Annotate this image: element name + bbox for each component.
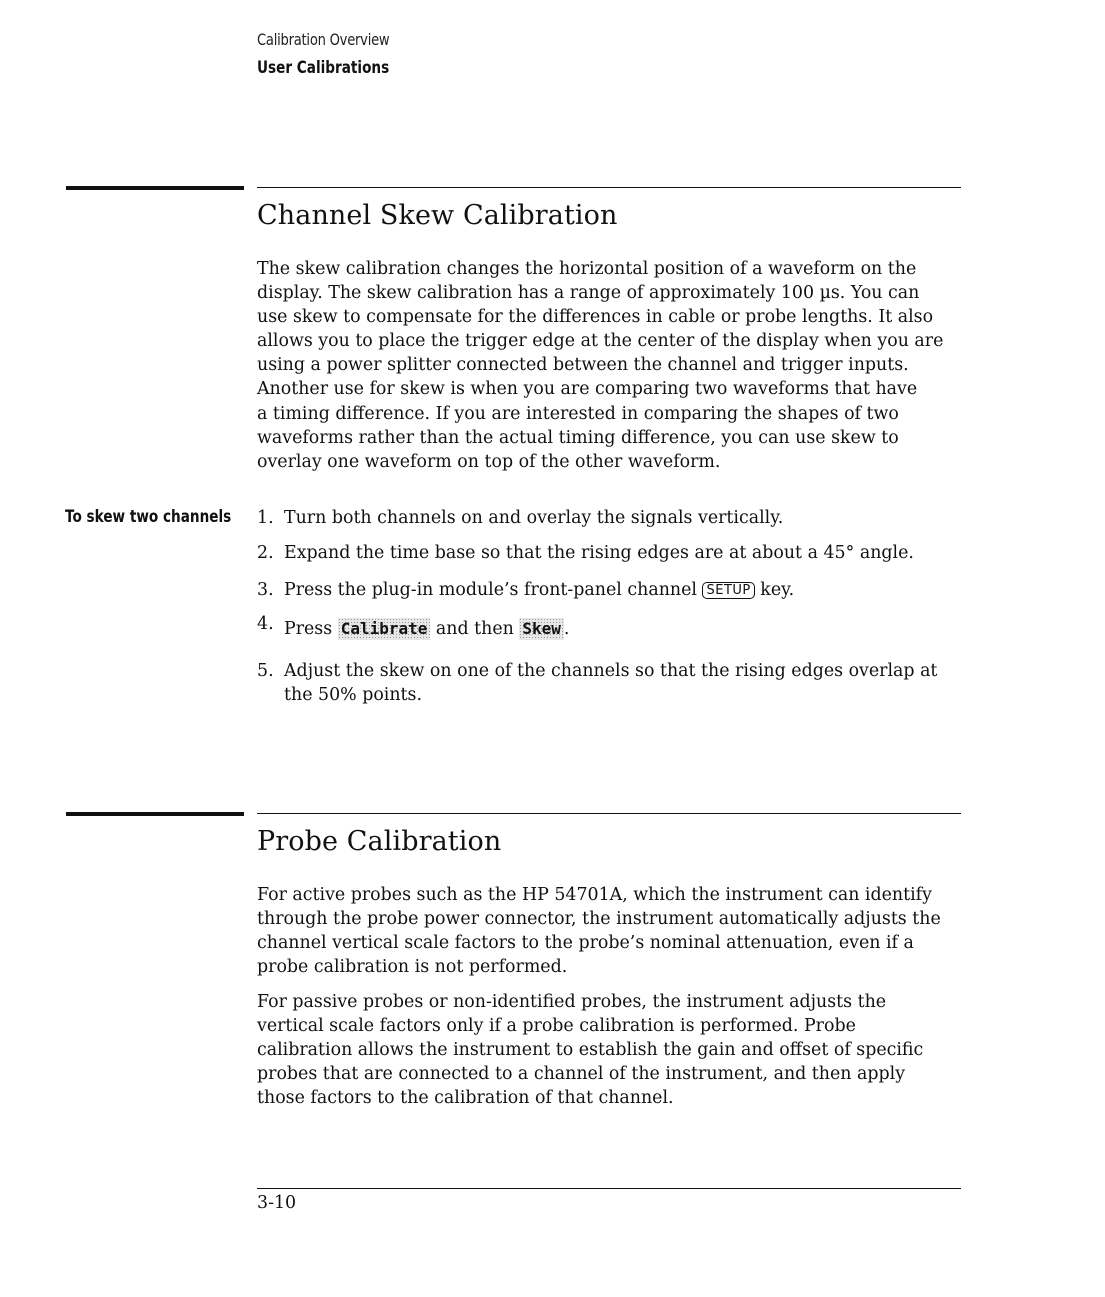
step-text-post: . — [563, 619, 570, 639]
step-number: 5. — [257, 661, 274, 681]
text-line: display. The skew calibration has a range of approximately 100 µs. You can — [257, 283, 920, 304]
section-rule-thick — [66, 812, 244, 816]
text-line: channel vertical scale factors to the probe’s nominal attenuation, even if a — [257, 933, 914, 954]
running-header-subsection: User Calibrations — [257, 58, 390, 78]
step-text: Expand the time base so that the rising edges are at about a 45° angle. — [284, 543, 914, 563]
text-line: Adjust the skew on one of the channels so that the rising edges overlap at — [284, 661, 938, 681]
text-line: The skew calibration changes the horizontal position of a waveform on the — [257, 259, 917, 279]
text-line: through the probe power connector, the instrument automatically adjusts the — [257, 909, 941, 930]
step-text — [284, 578, 974, 602]
section-rule-thin — [257, 187, 961, 188]
procedure-label: To skew two channels — [65, 507, 232, 527]
text-line: For passive probes or non-identified probes, the instrument adjusts the — [257, 992, 887, 1012]
section-title-skew: Channel Skew Calibration — [257, 200, 618, 231]
text-line: calibration allows the instrument to establish the gain and offset of specific — [257, 1040, 924, 1061]
step-number: 3. — [257, 580, 274, 600]
text-line: For active probes such as the HP 54701A, which the instrument can identify — [257, 885, 932, 905]
text-line: Another use for skew is when you are comparing two waveforms that have — [257, 379, 918, 400]
page-number: 3-10 — [257, 1193, 297, 1213]
text-line: allows you to place the trigger edge at the center of the display when you are — [257, 331, 944, 352]
step-number: 4. — [257, 614, 274, 634]
text-line: probe calibration is not performed. — [257, 957, 568, 978]
text-line: using a power splitter connected between the channel and trigger inputs. — [257, 355, 909, 376]
section-rule-thick — [66, 186, 244, 190]
step-text-mid: and then — [435, 619, 514, 639]
step-text: Turn both channels on and overlay the signals vertically. — [284, 508, 784, 528]
step-text-pre: Press the plug-in module’s front-panel channel — [284, 580, 697, 600]
text-line: those factors to the calibration of that channel. — [257, 1088, 674, 1109]
step-number: 1. — [257, 508, 274, 528]
step-text-post: key. — [760, 580, 795, 600]
section-title-probe: Probe Calibration — [257, 826, 502, 857]
text-line: overlay one waveform on top of the other waveform. — [257, 451, 721, 472]
step-text — [284, 659, 974, 707]
probe-paragraph-1 — [257, 883, 977, 979]
text-line: vertical scale factors only if a probe calibration is performed. Probe — [257, 1016, 856, 1037]
setup-key: SETUP — [702, 582, 754, 599]
footer-rule — [257, 1188, 961, 1189]
section-rule-thin — [257, 813, 961, 814]
text-line: a timing difference. If you are interested in comparing the shapes of two — [257, 403, 899, 424]
skew-softkey: Skew — [519, 618, 564, 640]
calibrate-softkey: Calibrate — [338, 618, 431, 640]
step-number: 2. — [257, 543, 274, 563]
probe-paragraph-2 — [257, 990, 977, 1110]
step-text — [284, 617, 974, 641]
skew-intro-paragraph — [257, 257, 977, 474]
step-text-pre: Press — [284, 619, 333, 639]
text-line: use skew to compensate for the differences in cable or probe lengths. It also — [257, 307, 934, 328]
text-line: the 50% points. — [284, 685, 422, 706]
text-line: waveforms rather than the actual timing difference, you can use skew to — [257, 427, 899, 448]
text-line: probes that are connected to a channel of the instrument, and then apply — [257, 1064, 906, 1085]
running-header-section: Calibration Overview — [257, 30, 390, 49]
